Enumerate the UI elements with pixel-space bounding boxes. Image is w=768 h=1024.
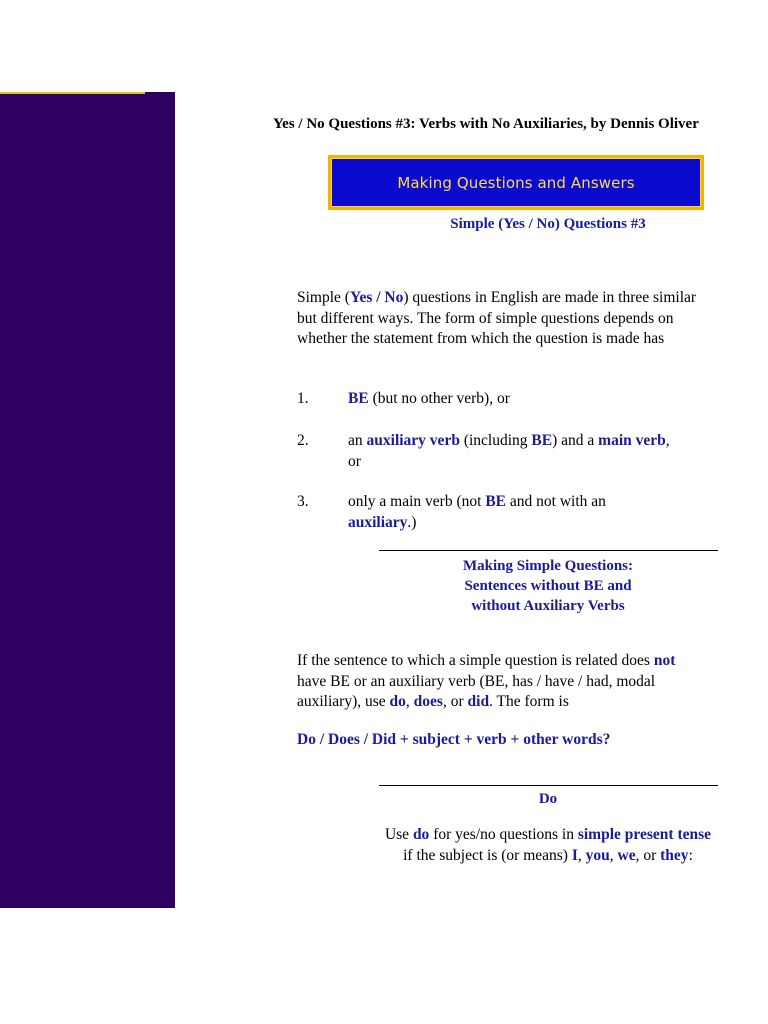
banner — [328, 155, 704, 210]
do-usage-text — [330, 825, 766, 866]
usage-text: for yes/no questions in — [429, 826, 578, 843]
section-heading-line: without Auxiliary Verbs — [471, 598, 625, 614]
list-rest: only a main verb (not — [348, 493, 486, 510]
usage-text: Use — [384, 826, 413, 843]
usage-term: simple present tense — [577, 826, 712, 843]
para-term: does — [413, 693, 443, 710]
list-term: BE — [485, 493, 507, 510]
divider-rule — [379, 550, 718, 551]
section-heading-line: Sentences without BE and — [464, 578, 632, 594]
do-usage-line-2 — [330, 846, 766, 867]
list-rest: an — [348, 432, 367, 449]
list-number: 3. — [297, 493, 309, 510]
list-text — [348, 389, 678, 410]
intro-text-2: ) questions in English are made in three similar but different ways. The form of simple questions depends on whether the statement from which the question is made has — [297, 289, 697, 347]
list-rest: ) and a — [552, 432, 599, 449]
sidebar-panel — [0, 92, 175, 908]
section-heading — [378, 556, 718, 616]
para-term: not — [653, 652, 676, 669]
intro-paragraph — [297, 288, 697, 350]
intro-text-1: Simple ( — [297, 289, 350, 306]
document-title: Yes / No Questions #3: Verbs with No Auxiliaries, by Dennis Oliver — [273, 116, 699, 132]
para-term: did — [467, 693, 490, 710]
usage-term: we — [617, 846, 636, 864]
section-heading-line: Making Simple Questions: — [462, 558, 634, 574]
intro-yes-no: Yes / No — [349, 289, 404, 306]
question-formula: Do / Does / Did + subject + verb + other words? — [297, 731, 611, 748]
rule-paragraph — [297, 651, 692, 713]
list-rest: , or — [348, 432, 670, 470]
list-term: BE — [348, 390, 369, 407]
list-rest: .) — [407, 513, 417, 531]
usage-term: do — [412, 826, 430, 843]
para-text: have BE or an auxiliary verb (BE, has / have / had, modal auxiliary), use — [297, 672, 656, 710]
list-number: 1. — [297, 390, 309, 407]
list-rest: (but no other verb), or — [368, 390, 510, 407]
list-number: 2. — [297, 432, 309, 449]
list-text — [348, 431, 678, 472]
para-text: , — [405, 693, 414, 710]
usage-term: you — [585, 846, 610, 864]
list-term: auxiliary — [348, 513, 408, 531]
divider-rule — [379, 785, 718, 786]
list-text — [348, 492, 638, 533]
usage-text: , — [577, 846, 586, 864]
para-text: , or — [442, 693, 468, 710]
list-term: main verb — [598, 432, 666, 449]
do-heading: Do — [538, 791, 558, 807]
list-term: BE — [531, 432, 553, 449]
usage-text: , or — [635, 846, 661, 864]
list-rest: (including — [459, 432, 532, 449]
page-subtitle: Simple (Yes / No) Questions #3 — [450, 216, 646, 232]
list-rest: and not with an — [506, 493, 606, 510]
para-term: do — [389, 693, 406, 710]
usage-term: they — [660, 846, 689, 864]
usage-text: , — [609, 846, 618, 864]
usage-term: I — [571, 846, 578, 864]
usage-text: if the subject is (or means) — [403, 846, 572, 864]
para-text: If the sentence to which a simple question is related does — [297, 652, 654, 669]
sidebar-accent-line — [0, 92, 145, 94]
do-usage-line-1 — [330, 825, 766, 846]
para-text: . The form is — [489, 693, 569, 710]
list-term: auxiliary verb — [366, 432, 460, 449]
banner-inner — [331, 158, 701, 207]
usage-text: : — [688, 846, 693, 864]
banner-text: Making Questions and Answers — [397, 173, 635, 192]
